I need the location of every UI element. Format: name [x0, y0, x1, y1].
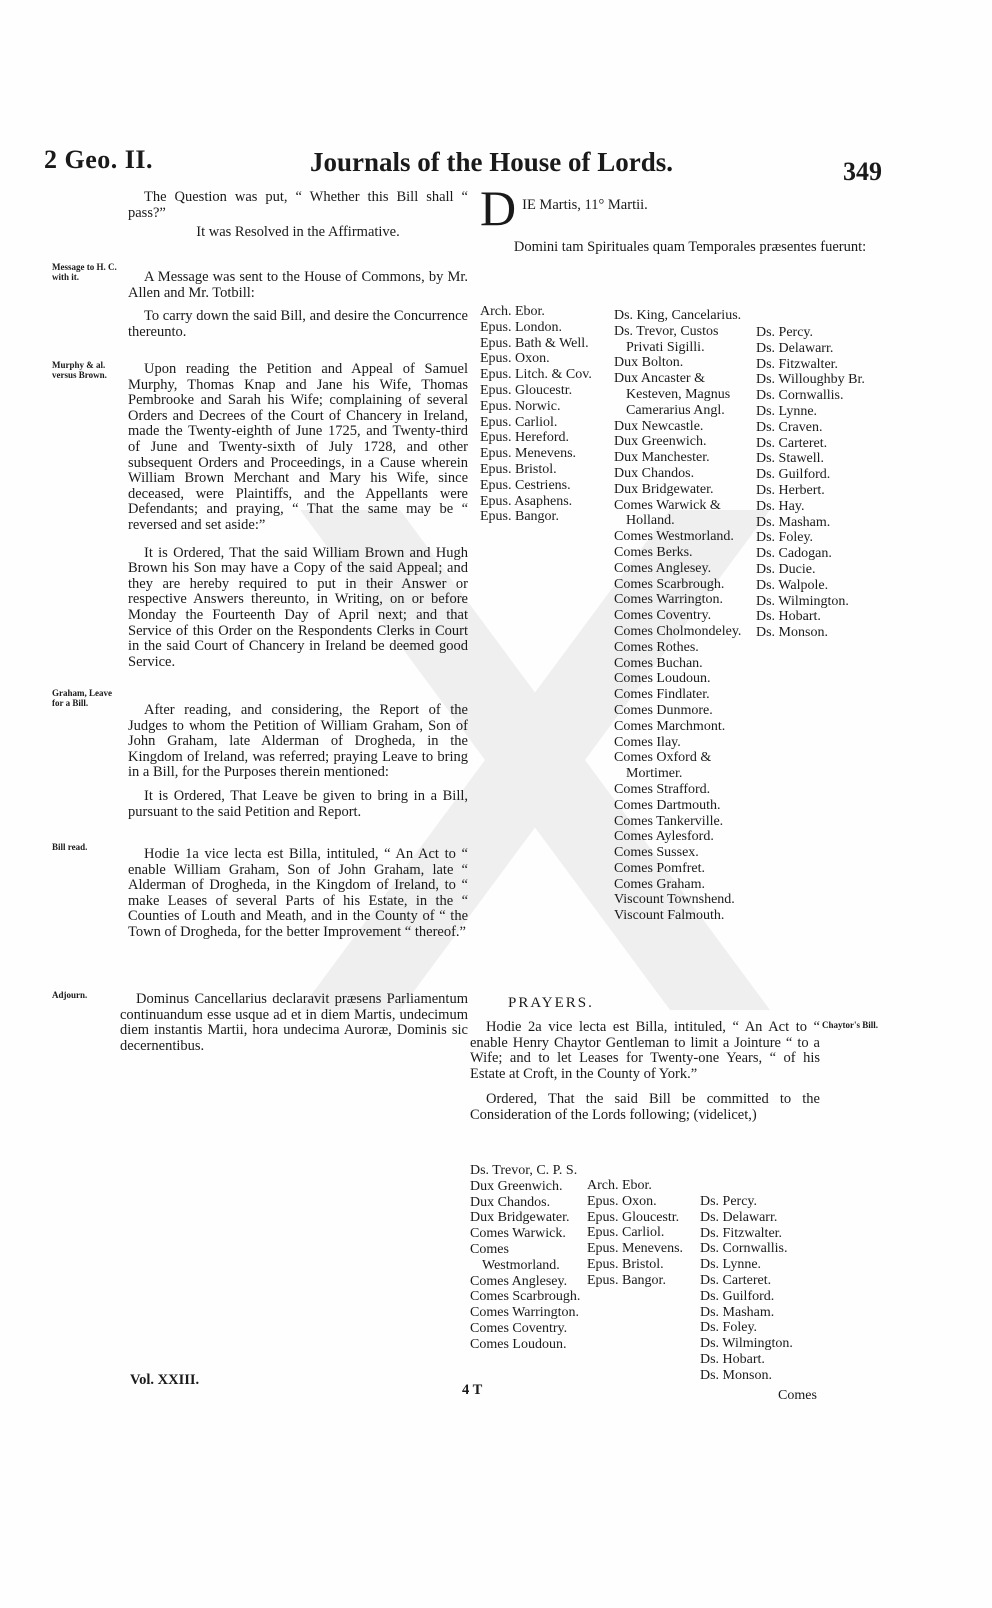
committee-list-barons [700, 1194, 818, 1384]
lord-name: Ds. Wilmington. [756, 593, 849, 609]
lord-name: Ds. Craven. [756, 419, 823, 435]
committee-member: Comes Westmorland. [470, 1241, 560, 1273]
lord-name: Dux Chandos. [614, 465, 695, 481]
margin-note-bill-read: Bill read. [52, 842, 88, 852]
lord-name: Dux Greenwich. [614, 434, 707, 450]
committee-member: Arch. Ebor. [587, 1178, 652, 1193]
signature-mark: 4 T [462, 1382, 483, 1398]
lord-name: Ds. Percy. [756, 325, 814, 340]
margin-note-graham: Graham, Leave for a Bill. [52, 688, 112, 708]
committee-member: Ds. Monson. [700, 1367, 772, 1383]
committee-member: Ds. Cornwallis. [700, 1241, 788, 1257]
lord-name: Comes Graham. [614, 876, 705, 892]
question-block [128, 190, 468, 241]
margin-note-murphy: Murphy & al. versus Brown. [52, 360, 107, 380]
lord-name: Dux Ancaster & Kesteven, Magnus Camerarius Angl. [614, 371, 731, 418]
committee-member: Epus. Bristol. [587, 1256, 664, 1272]
committee-member: Epus. Menevens. [587, 1241, 684, 1257]
lord-name: Ds. Fitzwalter. [756, 356, 839, 372]
committee-member: Ds. Lynne. [700, 1257, 762, 1273]
committee-member: Epus. Bangor. [587, 1272, 666, 1288]
lord-name: Ds. Carteret. [756, 435, 828, 451]
lord-name: Comes Warrington. [614, 592, 724, 608]
committee-member: Epus. Gloucestr. [587, 1209, 680, 1225]
lord-name: Ds. Willoughby Br. [756, 372, 865, 388]
lord-name: Comes Pomfret. [614, 860, 705, 876]
lord-name: Ds. Lynne. [756, 403, 818, 419]
message-purpose: To carry down the said Bill, and desire the Concurrence thereunto. [128, 308, 468, 340]
lord-name: Comes Scarbrough. [614, 576, 725, 592]
committee-member: Ds. Wilmington. [700, 1336, 793, 1352]
lord-name: Comes Tankerville. [614, 813, 724, 829]
lord-name: Comes Ilay. [614, 734, 681, 750]
lord-name: Comes Coventry. [614, 608, 712, 624]
lord-name: Comes Anglesey. [614, 560, 712, 576]
chaytor-committee-order: Ordered, That the said Bill be committed to the Consideration of the Lords following; (videlicet,) [470, 1091, 820, 1123]
committee-member: Comes Scarbrough. [470, 1289, 581, 1305]
chaytor-bill-text: Hodie 2a vice lecta est Billa, intituled, “ An Act to “ enable Henry Chaytor Gentleman to limit a Jointure “ to a Wife; and to let Leases for Twenty-one Years, “ of his Estate at Croft, in the County of York.” [470, 1019, 820, 1082]
lord-name: Comes Cholmondeley. [614, 623, 742, 639]
lord-name: Ds. Guilford. [756, 467, 831, 483]
lord-name: Ds. Cornwallis. [756, 388, 844, 404]
date-text: IE Martis, 11° Martii. [522, 197, 648, 213]
present-heading: Domini tam Spirituales quam Temporales præsentes fuerunt: [513, 239, 867, 255]
lord-name: Epus. Hereford. [480, 430, 570, 446]
lord-name: Ds. Ducie. [756, 561, 816, 577]
lord-name: Ds. Monson. [756, 625, 828, 641]
adjourn-block [120, 992, 468, 1054]
committee-member: Ds. Guilford. [700, 1288, 775, 1304]
page-number: 349 [843, 157, 882, 186]
committee-member: Dux Chandos. [470, 1194, 551, 1210]
lord-name: Ds. Herbert. [756, 482, 825, 498]
committee-member: Ds. Hobart. [700, 1351, 765, 1367]
committee-member: Ds. Masham. [700, 1304, 775, 1320]
lord-name: Epus. Carliol. [480, 414, 558, 430]
lord-name: Ds. Trevor, Custos Privati Sigilli. [614, 323, 719, 355]
present-list-barons [756, 325, 886, 641]
graham-leave [128, 703, 468, 820]
lord-name: Epus. Bath & Well. [480, 335, 589, 351]
question-put: The Question was put, “ Whether this Bill shall “ pass?” [128, 189, 468, 221]
chaytor-bill [470, 1020, 820, 1124]
margin-note-adjourn: Adjourn. [52, 990, 88, 1000]
lord-name: Epus. Asaphens. [480, 493, 573, 509]
lord-name: Ds. Masham. [756, 514, 831, 530]
lord-name: Comes Dunmore. [614, 702, 713, 718]
margin-note-chaytor: Chaytor's Bill. [822, 1020, 879, 1030]
present-list-bishops [480, 304, 610, 525]
committee-member: Epus. Carliol. [587, 1225, 665, 1241]
margin-note-message: Message to H. C. with it. [52, 262, 117, 282]
lord-name: Ds. Cadogan. [756, 546, 832, 562]
lord-name: Dux Bolton. [614, 355, 684, 371]
lord-name: Dux Newcastle. [614, 418, 704, 434]
committee-member: Ds. Fitzwalter. [700, 1225, 783, 1241]
lord-name: Comes Findlater. [614, 687, 710, 703]
committee-member: Epus. Oxon. [587, 1193, 657, 1209]
lord-name: Epus. Cestriens. [480, 477, 571, 493]
lord-name: Comes Sussex. [614, 845, 699, 861]
murphy-appeal [128, 362, 468, 670]
question-resolved: It was Resolved in the Affirmative. [196, 224, 400, 241]
running-head-title: Journals of the House of Lords. [310, 147, 674, 177]
lord-name: Arch. Ebor. [480, 304, 545, 319]
lord-name: Epus. Norwic. [480, 398, 561, 414]
committee-list-bishops [587, 1178, 699, 1289]
present-list-temporal [614, 308, 754, 924]
committee-member: Comes Coventry. [470, 1320, 568, 1336]
sitting-date [480, 180, 900, 236]
lord-name: Comes Aylesford. [614, 829, 714, 845]
lord-name: Epus. Bangor. [480, 509, 559, 525]
lord-name: Comes Loudoun. [614, 671, 711, 687]
lord-name: Comes Dartmouth. [614, 797, 721, 813]
lord-name: Epus. Litch. & Cov. [480, 367, 592, 383]
lord-name: Comes Berks. [614, 544, 693, 560]
bill-read-text: Hodie 1a vice lecta est Billa, intituled, “ An Act to “ enable William Graham, Son of John Graham, late “ Alderman of Drogheda, in the Kingdom of Ireland, to “ make Leases of several Parts of his Estate, in the “ Counties of Louth and Meath, and in the County of “ the Town of Drogheda, for the better Improvement “ thereof.” [128, 846, 468, 940]
lord-name: Ds. Stawell. [756, 451, 825, 467]
committee-member: Comes Warwick. [470, 1226, 566, 1242]
lord-name: Dux Bridgewater. [614, 481, 714, 497]
lord-name: Ds. Hobart. [756, 609, 821, 625]
lord-name: Comes Buchan. [614, 655, 703, 671]
committee-member: Ds. Delawarr. [700, 1209, 778, 1225]
lord-name: Dux Manchester. [614, 450, 710, 466]
lord-name: Ds. King, Cancelarius. [614, 308, 742, 323]
catchword: Comes [778, 1388, 817, 1403]
lord-name: Epus. London. [480, 319, 563, 335]
lord-name: Comes Oxford & Mortimer. [614, 750, 712, 782]
graham-order: It is Ordered, That Leave be given to bring in a Bill, pursuant to the said Petition and Report. [128, 787, 468, 820]
lord-name: Comes Westmorland. [614, 529, 734, 545]
committee-member: Ds. Carteret. [700, 1272, 772, 1288]
drop-cap: D [480, 180, 517, 236]
lord-name: Comes Strafford. [614, 781, 711, 797]
committee-member: Ds. Foley. [700, 1320, 758, 1336]
lord-name: Epus. Menevens. [480, 446, 577, 462]
order-text: It is Ordered, That the said William Brown and Hugh Brown his Son may have a Copy of the said Appeal; and they are hereby required to put in their Answer or respective Answers thereunto, in Writing, on or before Monday the Fourteenth Day of April next; and that Service of this Order on the Respondents Clerks in Court in the said Court of Chancery in Ireland be deemed good Service. [128, 544, 468, 670]
lord-name: Viscount Townshend. [614, 892, 735, 908]
committee-member: Ds. Trevor, C. P. S. [470, 1163, 578, 1178]
running-head-regnal: 2 Geo. II. [44, 145, 153, 174]
lord-name: Ds. Walpole. [756, 577, 829, 593]
committee-member: Dux Bridgewater. [470, 1210, 570, 1226]
graham-report: After reading, and considering, the Report of the Judges to whom the Petition of William Graham, Son of John Graham, late Alderman of Drogheda, in the Kingdom of Ireland, was referred; praying Leave to bring in a Bill, for the Purposes therein mentioned: [128, 702, 468, 781]
lord-name: Ds. Foley. [756, 530, 814, 546]
lord-name: Epus. Oxon. [480, 351, 550, 367]
lord-name: Epus. Bristol. [480, 461, 557, 477]
committee-member: Comes Anglesey. [470, 1273, 568, 1289]
message-block [128, 270, 468, 340]
lord-name: Ds. Hay. [756, 498, 805, 514]
committee-list-temporal [470, 1163, 588, 1353]
lord-name: Viscount Falmouth. [614, 908, 725, 924]
message-text: A Message was sent to the House of Commons, by Mr. Allen and Mr. Totbill: [128, 269, 468, 301]
committee-member: Dux Greenwich. [470, 1178, 563, 1194]
committee-member: Comes Loudoun. [470, 1336, 567, 1352]
bill-read-block [128, 847, 468, 941]
committee-member: Ds. Percy. [700, 1194, 758, 1209]
committee-member: Comes Warrington. [470, 1305, 580, 1321]
lord-name: Ds. Delawarr. [756, 340, 834, 356]
lord-name: Comes Marchmont. [614, 718, 726, 734]
lord-name: Epus. Gloucestr. [480, 382, 573, 398]
volume-number: Vol. XXIII. [130, 1372, 200, 1388]
lord-name: Comes Rothes. [614, 639, 699, 655]
adjourn-text: Dominus Cancellarius declaravit præsens Parliamentum continuandum esse usque ad et in diem Martis, undecimum diem instantis Martii, hora undecima Auroræ, Dominis sic decernentibus. [120, 991, 468, 1054]
petition-text: Upon reading the Petition and Appeal of Samuel Murphy, Thomas Knap and Jane his Wife, Thomas Pembrooke and Sarah his Wife; complaining of several Orders and Decrees of the Court of Chancery in Ireland, made the Twenty-eighth of June 1725, and Twenty-third of June and Twenty-sixth of July 1728, and other subsequent Orders and Proceedings, in a Cause wherein William Brown Merchant and Mary his Wife, since deceased, were Plaintiffs, and the Appellants were Defendants; and praying, “ That the same may be “ reversed and set aside:” [128, 361, 468, 533]
lord-name: Comes Warwick & Holland. [614, 497, 721, 529]
prayers-heading: PRAYERS. [508, 995, 594, 1011]
